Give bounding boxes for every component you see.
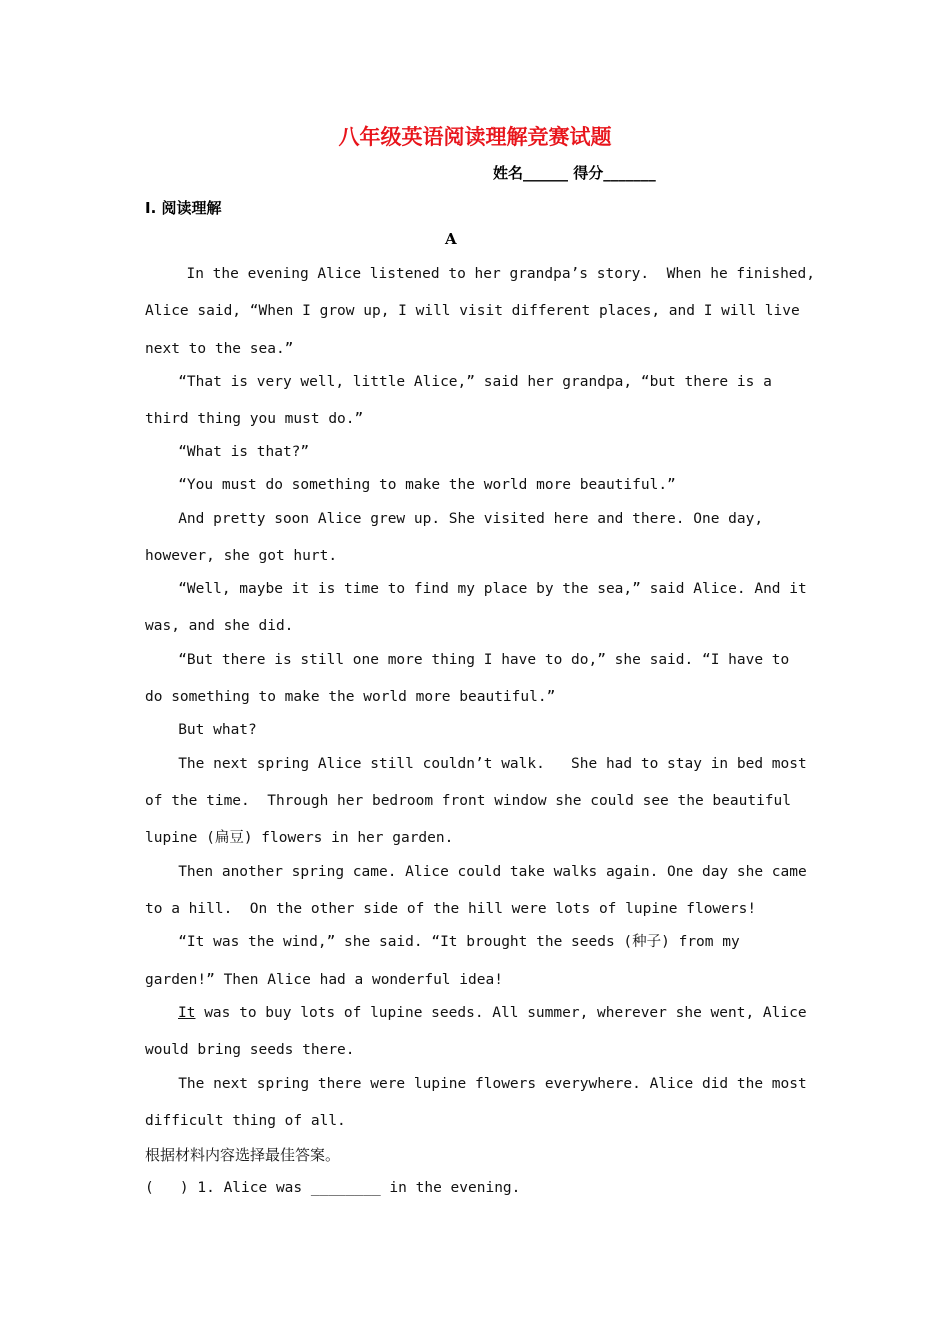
passage-line: “It was the wind,” she said. “It brought the seeds (种子) from my — [152, 934, 740, 950]
passage-line: of the time. Through her bedroom front window she could see the beautiful — [145, 793, 792, 809]
passage-line: difficult thing of all. — [145, 1113, 346, 1129]
passage-line: Alice said, “When I grow up, I will visit different places, and I will live — [145, 303, 800, 319]
passage-line: The next spring there were lupine flowers everywhere. Alice did the most — [152, 1076, 807, 1092]
question-1: ( ) 1. Alice was ________ in the evening. — [145, 1180, 521, 1196]
section-heading: I. 阅读理解 — [145, 199, 222, 217]
passage-line: “Well, maybe it is time to find my place by the sea,” said Alice. And it — [152, 581, 807, 597]
passage-line: lupine (扁豆) flowers in her garden. — [145, 830, 454, 846]
passage-line: “You must do something to make the world more beautiful.” — [152, 477, 676, 493]
passage-line: “What is that?” — [152, 444, 310, 460]
passage-line: third thing you must do.” — [145, 411, 364, 427]
passage-line: next to the sea.” — [145, 341, 294, 357]
underlined-word: It — [178, 1005, 196, 1021]
passage-label: A — [445, 230, 457, 248]
passage-line — [178, 1004, 807, 1022]
passage-line: “But there is still one more thing I have to do,” she said. “I have to — [152, 652, 790, 668]
passage-line-text: was to buy lots of lupine seeds. All summer, wherever she went, Alice — [204, 1005, 807, 1021]
passage-line: And pretty soon Alice grew up. She visited here and there. One day, — [152, 511, 764, 527]
passage-line: Then another spring came. Alice could take walks again. One day she came — [152, 864, 807, 880]
passage-line: In the evening Alice listened to her grandpa’s story. When he finished, — [169, 266, 816, 282]
page-title: 八年级英语阅读理解竞赛试题 — [338, 124, 612, 149]
passage-line: do something to make the world more beautiful.” — [145, 689, 556, 705]
passage-line: to a hill. On the other side of the hill were lots of lupine flowers! — [145, 901, 757, 917]
passage-line: But what? — [152, 722, 257, 738]
passage-line: however, she got hurt. — [145, 548, 338, 564]
name-score-line: 姓名______ 得分_______ — [493, 164, 656, 182]
passage-line: garden!” Then Alice had a wonderful idea! — [145, 972, 503, 988]
passage-line: was, and she did. — [145, 618, 294, 634]
passage-line: would bring seeds there. — [145, 1042, 355, 1058]
passage-line: The next spring Alice still couldn’t walk. She had to stay in bed most — [152, 756, 807, 772]
instruction: 根据材料内容选择最佳答案。 — [145, 1146, 341, 1164]
passage-line: “That is very well, little Alice,” said her grandpa, “but there is a — [152, 374, 772, 390]
